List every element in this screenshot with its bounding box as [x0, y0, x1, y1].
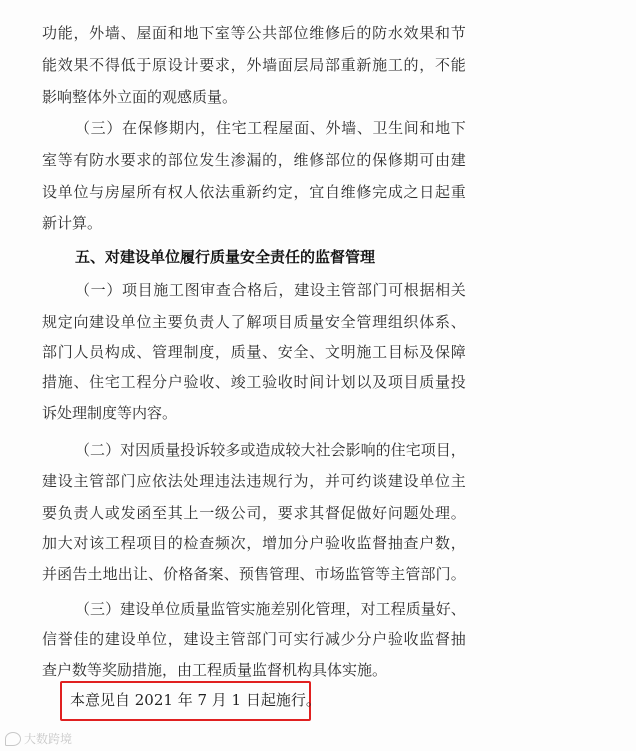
text-line: 并 函 告 土 地 出 让 、 价 格 备 案 、 预 售 管 理 、 市 场 监 管 等 主 管 部 门 。 [42, 565, 466, 583]
text-line: 要 负 责 人 或 发 函 至 其 上 一 级 公 司 ， 要 求 其 督 促 做 好 问 题 处 理 。 [42, 504, 466, 522]
text-line: 诉处理制度等内容。 [42, 404, 178, 422]
watermark-logo-icon [5, 732, 21, 746]
text-line: 信 誉 佳 的 建 设 单 位 ， 建 设 主 管 部 门 可 实 行 减 少 分 户 验 收 监 督 抽 [42, 630, 466, 648]
watermark-text: 大数跨境 [24, 732, 73, 746]
section-heading: 五、对建设单位履行质量安全责任的监督管理 [75, 248, 376, 266]
text-line: 建 设 主 管 部 门 应 依 法 处 理 违 法 违 规 行 为 ， 并 可 约 谈 建 设 单 位 主 [42, 472, 466, 490]
watermark [5, 730, 72, 747]
text-line: 加 大 对 该 工 程 项 目 的 检 查 频 次 ， 增 加 分 户 验 收 监 督 抽 查 户 数 ， [42, 534, 466, 552]
text-line: （ 三 ） 建 设 单 位 质 量 监 管 实 施 差 别 化 管 理 ， 对 工 程 质 量 好 、 [75, 600, 466, 618]
text-line: 影响整体外立面的观感质量。 [42, 88, 238, 106]
text-line: （ 二 ） 对 因 质 量 投 诉 较 多 或 造 成 较 大 社 会 影 响 的 住 宅 项 目 ， [75, 441, 466, 459]
text-line: 查户数等奖励措施，由工程质量监督机构具体实施。 [42, 661, 388, 679]
text-line: （ 三 ） 在 保 修 期 内 ， 住 宅 工 程 屋 面 、 外 墙 、 卫 生 间 和 地 下 [75, 119, 466, 137]
text-line: 规 定 向 建 设 单 位 主 要 负 责 人 了 解 项 目 质 量 安 全 管 理 组 织 体 系 、 [42, 313, 466, 331]
text-line: 能 效 果 不 得 低 于 原 设 计 要 求 ， 外 墙 面 层 局 部 重 新 施 工 的 ， 不 能 [42, 56, 466, 74]
text-line: 措 施 、 住 宅 工 程 分 户 验 收 、 竣 工 验 收 时 间 计 划 以 及 项 目 质 量 投 [42, 373, 466, 391]
text-line: 功 能 ， 外 墙 、 屋 面 和 地 下 室 等 公 共 部 位 维 修 后 的 防 水 效 果 和 节 [42, 24, 466, 42]
text-line: 室 等 有 防 水 要 求 的 部 位 发 生 渗 漏 的 ， 维 修 部 位 的 保 修 期 可 由 建 [42, 151, 466, 169]
text-line: 部 门 人 员 构 成 、 管 理 制 度 ， 质 量 、 安 全 、 文 明 施 工 目 标 及 保 障 [42, 343, 466, 361]
text-line: （ 一 ） 项 目 施 工 图 审 查 合 格 后 ， 建 设 主 管 部 门 可 根 据 相 关 [75, 281, 466, 299]
text-line: 设 单 位 与 房 屋 所 有 权 人 依 法 重 新 约 定 ， 宜 自 维 修 完 成 之 日 起 重 [42, 183, 466, 201]
text-line: 新计算。 [42, 214, 103, 232]
effective-date-statement: 本意见自 2021 年 7 月 1 日起施行。 [70, 691, 321, 709]
